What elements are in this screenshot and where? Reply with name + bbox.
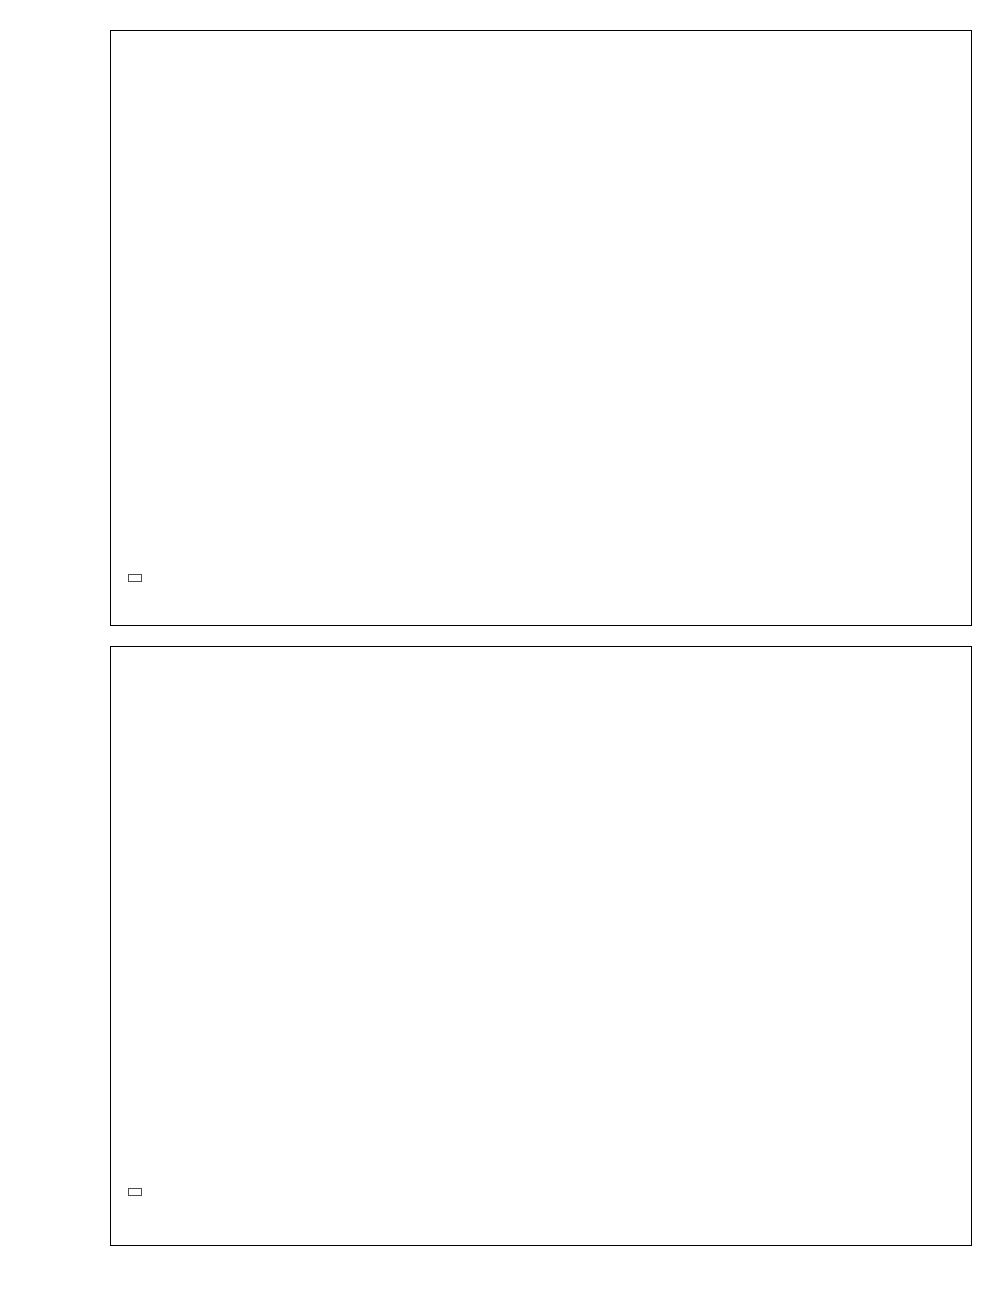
- bvalue-legend[interactable]: [128, 1188, 142, 1196]
- moment-rate-legend[interactable]: [128, 574, 142, 582]
- moment-rate-plot-area: [110, 30, 972, 626]
- bvalue-plot-area: [110, 646, 972, 1246]
- moment-rate-series-layer: [111, 31, 971, 625]
- bvalue-series-layer: [111, 647, 971, 1245]
